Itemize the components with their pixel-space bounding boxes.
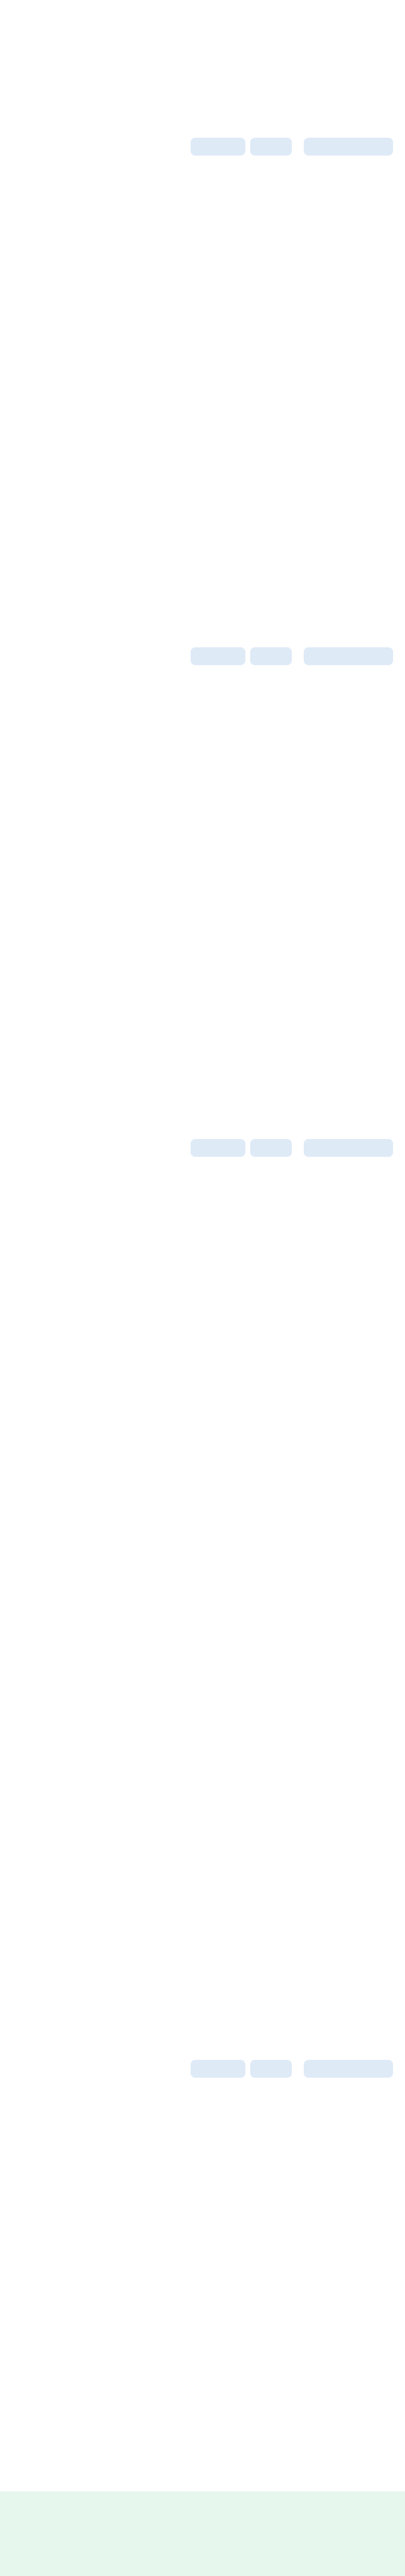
- exercise-section-3: [0, 1135, 405, 1591]
- function-graph: [0, 160, 405, 589]
- exercise-section-1: [0, 134, 405, 589]
- next-exercise-button[interactable]: [250, 2060, 292, 2078]
- exercise-section-2: [0, 644, 405, 1099]
- next-exercise-button[interactable]: [250, 138, 292, 156]
- next-exercise-button[interactable]: [250, 1139, 292, 1157]
- properties-list: [0, 1621, 405, 2050]
- function-graph: [0, 2082, 405, 2512]
- all-exercises-button[interactable]: [304, 2060, 393, 2078]
- section-header: [0, 644, 405, 670]
- answers-panel: [0, 2491, 405, 2576]
- all-exercises-button[interactable]: [304, 647, 393, 665]
- section-header: [0, 1135, 405, 1162]
- function-graph: [0, 1162, 405, 1591]
- all-exercises-button[interactable]: [304, 1139, 393, 1157]
- prev-exercise-button[interactable]: [191, 2060, 245, 2078]
- next-exercise-button[interactable]: [250, 647, 292, 665]
- section-header: [0, 2056, 405, 2082]
- exercise-section-4: [0, 2056, 405, 2512]
- function-graph: [0, 670, 405, 1099]
- prev-exercise-button[interactable]: [191, 138, 245, 156]
- section-header: [0, 134, 405, 160]
- prev-exercise-button[interactable]: [191, 647, 245, 665]
- all-exercises-button[interactable]: [304, 138, 393, 156]
- prev-exercise-button[interactable]: [191, 1139, 245, 1157]
